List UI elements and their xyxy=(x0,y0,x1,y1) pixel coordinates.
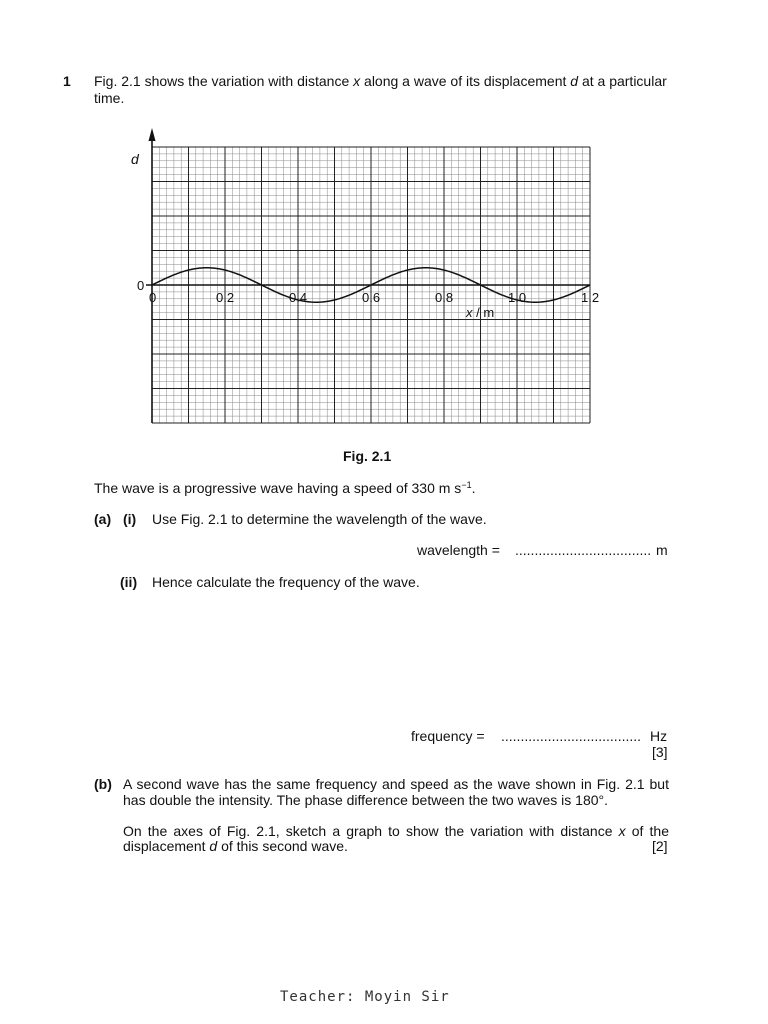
part-b-line3-var: x xyxy=(618,823,626,839)
frequency-label: frequency = xyxy=(411,728,485,744)
intro-var-x: x xyxy=(353,73,361,89)
x-tick-label: 1.2 xyxy=(581,290,600,305)
intro-text-3: at a particular xyxy=(578,73,667,89)
x-tick-label: 0.8 xyxy=(435,290,454,305)
y-zero-label: 0 xyxy=(137,278,145,293)
y-axis-arrowhead xyxy=(149,128,156,141)
teacher-footer: Teacher: Moyin Sir xyxy=(280,989,450,1005)
intro-var-d: d xyxy=(570,73,579,89)
wave-speed-exponent: −1 xyxy=(461,480,472,490)
x-axis-label xyxy=(465,305,494,320)
wavelength-label: wavelength = xyxy=(417,542,500,558)
wave-speed-statement xyxy=(94,480,475,497)
part-a-ii-label: (ii) xyxy=(120,574,138,590)
part-b-label: (b) xyxy=(94,776,112,792)
part-b-line4-var: d xyxy=(209,838,218,854)
part-a-ii-text: Hence calculate the frequency of the wave. xyxy=(152,574,420,590)
part-a-marks: [3] xyxy=(652,744,668,760)
frequency-unit: Hz xyxy=(650,728,668,744)
wave-speed-text: The wave is a progressive wave having a speed of 330 m s xyxy=(94,480,462,496)
x-tick-label: 1.0 xyxy=(508,290,527,305)
part-b-line1: A second wave has the same frequency and speed as the wave shown in Fig. 2.1 but xyxy=(123,776,669,792)
part-a-label: (a) xyxy=(94,511,112,527)
figure-caption: Fig. 2.1 xyxy=(343,448,392,464)
part-b-line3-text-b: of the xyxy=(625,823,669,839)
x-tick-label: 0 xyxy=(149,290,157,305)
wavelength-unit: m xyxy=(656,542,668,558)
part-a-i-label: (i) xyxy=(123,511,137,527)
x-axis-label-unit: / m xyxy=(472,305,495,320)
intro-text-1: Fig. 2.1 shows the variation with distance xyxy=(94,73,354,89)
wave-speed-end: . xyxy=(471,480,476,496)
part-b-line4 xyxy=(123,838,348,855)
x-tick-label: 0.2 xyxy=(216,290,235,305)
intro-text-2: along a wave of its displacement xyxy=(360,73,571,89)
frequency-answer-line[interactable]: .................................... xyxy=(501,728,642,744)
part-a-i-text: Use Fig. 2.1 to determine the wavelength of the wave. xyxy=(152,511,487,527)
wavelength-answer-line[interactable]: ................................... xyxy=(515,542,652,558)
part-b-line4-text-b: of this second wave. xyxy=(217,838,348,854)
y-axis-label: d xyxy=(131,151,139,167)
wave-graph xyxy=(0,0,768,440)
part-b-marks: [2] xyxy=(652,838,668,854)
question-number: 1 xyxy=(63,73,71,89)
x-axis-label-var: x xyxy=(466,305,473,320)
part-b-line4-text-a: displacement xyxy=(123,838,210,854)
part-b-line3-text-a: On the axes of Fig. 2.1, sketch a graph to show the variation with distance xyxy=(123,823,619,839)
x-tick-label: 0.4 xyxy=(289,290,308,305)
part-b-line2: has double the intensity. The phase difference between the two waves is 180°. xyxy=(123,792,609,808)
question-intro-line2: time. xyxy=(94,90,125,106)
x-tick-label: 0.6 xyxy=(362,290,381,305)
